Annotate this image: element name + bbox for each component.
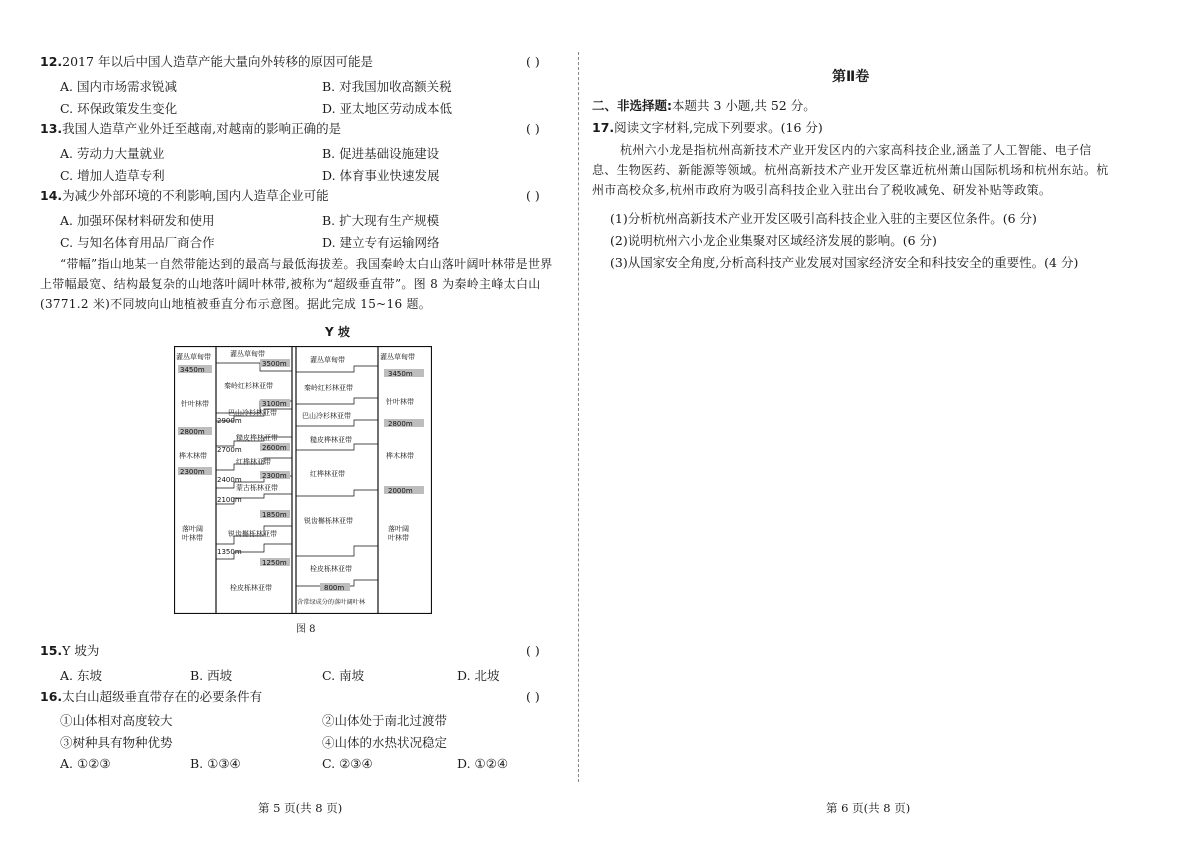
- q17-number: 17.: [592, 120, 615, 135]
- col1-alt-0: 3450m: [180, 366, 205, 374]
- col2-label-2: 巴山冷杉林亚带: [228, 409, 277, 417]
- q12-option-d[interactable]: D. 亚太地区劳动成本低: [322, 101, 453, 116]
- col3-label-3: 糙皮桦林亚带: [310, 436, 352, 444]
- q15-text: Y 坡为: [62, 643, 100, 658]
- col2-label-0: 灌丛草甸带: [230, 350, 265, 358]
- col2-alt-l-2: 2400m: [217, 476, 242, 484]
- diagram-frame: [175, 347, 432, 614]
- q13-stem: [40, 121, 341, 137]
- col3-boundary-6: [296, 546, 378, 556]
- part-description: 本题共 3 小题,共 52 分。: [672, 98, 816, 113]
- col1-label-2: 桦木林带: [179, 452, 207, 460]
- q13-text: 我国人造草产业外迁至越南,对越南的影响正确的是: [62, 121, 342, 136]
- q16-statement-1: ①山体相对高度较大: [60, 713, 173, 728]
- col3-boundary-2: [296, 398, 378, 404]
- q15-number: 15.: [40, 643, 63, 658]
- left-page-footer: 第 5 页(共 8 页): [258, 801, 343, 815]
- col3-alt-0: 800m: [324, 584, 345, 592]
- col1-alt-2: 2300m: [180, 468, 205, 476]
- col3-label-6: 栓皮栎林亚带: [310, 565, 352, 573]
- col2-labels: [217, 349, 290, 592]
- q15-answer-bracket[interactable]: ( ): [526, 643, 540, 658]
- col3-labels: [297, 355, 366, 606]
- col2-label-4: 红桦林亚带: [236, 458, 271, 466]
- col2-label-5: 蒙古栎林亚带: [236, 484, 278, 492]
- col3-label-1: 秦岭红杉林亚带: [304, 384, 353, 392]
- col4-label-4: 叶林带: [388, 534, 409, 542]
- col1-label-1: 针叶林带: [181, 400, 209, 408]
- q17-sub-1: (1)分析杭州高新技术产业开发区吸引高科技企业入驻的主要区位条件。(6 分): [610, 211, 1037, 226]
- col4-label-2: 桦木林带: [386, 452, 414, 460]
- col2-alt-r-4: 1850m: [262, 511, 287, 519]
- q12-text: 2017 年以后中国人造草产能大量向外转移的原因可能是: [62, 54, 373, 69]
- q12-option-c[interactable]: C. 环保政策发生变化: [60, 101, 178, 116]
- q15-option-b[interactable]: B. 西坡: [190, 668, 233, 683]
- col1-label-4: 叶林带: [182, 534, 203, 542]
- q16-statement-4: ④山体的水热状况稳定: [322, 735, 448, 750]
- q13-option-b[interactable]: B. 促进基础设施建设: [322, 146, 440, 161]
- q14-text: 为减少外部环境的不利影响,国内人造草企业可能: [62, 188, 329, 203]
- q16-number: 16.: [40, 689, 63, 704]
- right-page-footer: 第 6 页(共 8 页): [826, 801, 911, 815]
- q14-number: 14.: [40, 188, 63, 203]
- part-heading: 二、非选择题:: [592, 98, 672, 113]
- q16-statement-3: ③树种具有物种优势: [60, 735, 173, 750]
- q16-option-c[interactable]: C. ②③④: [322, 756, 373, 771]
- col4-alt-2: 2000m: [388, 487, 413, 495]
- col2-alt-r-1: 3100m: [262, 400, 287, 408]
- q12-stem: [40, 54, 373, 70]
- q16-text: 太白山超级垂直带存在的必要条件有: [62, 689, 263, 704]
- q17-stem: [592, 120, 823, 136]
- q16-stem: [40, 689, 262, 705]
- q12-answer-bracket[interactable]: ( ): [526, 54, 540, 69]
- q12-option-a[interactable]: A. 国内市场需求锐减: [60, 79, 177, 94]
- q16-answer-bracket[interactable]: ( ): [526, 689, 540, 704]
- figure-title: Y 坡: [325, 325, 350, 339]
- right-page: [590, 0, 1200, 848]
- col2-alt-l-4: 1350m: [217, 548, 242, 556]
- col2-label-3: 糙皮桦林亚带: [236, 434, 278, 442]
- q14-option-b[interactable]: B. 扩大现有生产规模: [322, 213, 440, 228]
- col3-boundary-4: [296, 444, 378, 450]
- left-page: [0, 0, 585, 848]
- col3-label-2: 巴山冷杉林亚带: [302, 412, 351, 420]
- col1-alt-1: 2800m: [180, 428, 205, 436]
- passage-line-1: “带幅”指山地某一自然带能达到的最高与最低海拔差。我国秦岭太白山落叶阔叶林带是世界: [60, 257, 553, 271]
- q16-statement-2: ②山体处于南北过渡带: [322, 713, 448, 728]
- col4-label-3: 落叶阔: [388, 525, 409, 533]
- col2-alt-l-3: 2100m: [217, 496, 242, 504]
- col3-boundary-3: [296, 420, 378, 426]
- q13-option-c[interactable]: C. 增加人造草专利: [60, 168, 165, 183]
- col2-alt-r-3: 2300m: [262, 472, 287, 480]
- q17-material: [592, 140, 1182, 200]
- q12-option-b[interactable]: B. 对我国加收高额关税: [322, 79, 452, 94]
- part-heading-line: [592, 98, 816, 114]
- q15-option-c[interactable]: C. 南坡: [322, 668, 365, 683]
- col4-label-1: 针叶林带: [386, 398, 414, 406]
- q16-option-b[interactable]: B. ①③④: [190, 756, 241, 771]
- q13-option-a[interactable]: A. 劳动力大量就业: [60, 146, 165, 161]
- col3-boundary-1: [296, 366, 378, 372]
- col4-alt-1: 2800m: [388, 420, 413, 428]
- q13-answer-bracket[interactable]: ( ): [526, 121, 540, 136]
- col1-label-0: 灌丛草甸带: [176, 353, 211, 361]
- col4-zones: [380, 352, 424, 542]
- q13-option-d[interactable]: D. 体育事业快速发展: [322, 168, 440, 183]
- q15-stem: [40, 643, 99, 659]
- material-line-3: 州市高校众多,杭州市政府为吸引高科技企业入驻出台了税收减免、研发补贴等政策。: [592, 183, 1052, 197]
- vegetation-zone-diagram: [174, 346, 432, 614]
- figure-caption: 图 8: [296, 624, 316, 635]
- material-line-1: 杭州六小龙是指杭州高新技术产业开发区内的六家高科技企业,涵盖了人工智能、电子信: [620, 143, 1092, 157]
- q14-option-c[interactable]: C. 与知名体育用品厂商合作: [60, 235, 215, 250]
- q16-option-d[interactable]: D. ①②④: [457, 756, 509, 771]
- passage-line-3: (3771.2 米)不同坡向山地植被垂直分布示意图。据此完成 15~16 题。: [40, 297, 432, 311]
- col1-label-3: 落叶阔: [182, 525, 203, 533]
- passage: [40, 254, 560, 314]
- q15-option-a[interactable]: A. 东坡: [60, 668, 102, 683]
- q14-answer-bracket[interactable]: ( ): [526, 188, 540, 203]
- col3-label-7: 含常绿成分的落叶阔叶林: [297, 599, 366, 606]
- col1-zones: [176, 352, 212, 542]
- col2-label-1: 秦岭红杉林亚带: [224, 382, 273, 390]
- material-line-2: 息、生物医药、新能源等领域。杭州高新技术产业开发区靠近杭州萧山国际机场和杭州东站。杭: [592, 163, 1109, 177]
- q17-sub-3: (3)从国家安全角度,分析高科技产业发展对国家经济安全和科技安全的重要性。(4 分): [610, 255, 1079, 270]
- col3-label-4: 红桦林亚带: [310, 470, 345, 478]
- q14-stem: [40, 188, 329, 204]
- q16-option-a[interactable]: A. ①②③: [60, 756, 111, 771]
- q17-text: 阅读文字材料,完成下列要求。(16 分): [614, 120, 823, 135]
- col4-label-0: 灌丛草甸带: [380, 353, 415, 361]
- col2-alt-r-2: 2600m: [262, 444, 287, 452]
- col2-label-6: 锐齿槲栎林亚带: [228, 530, 277, 538]
- q12-number: 12.: [40, 54, 63, 69]
- q17-sub-2: (2)说明杭州六小龙企业集聚对区域经济发展的影响。(6 分): [610, 233, 937, 248]
- section-title: 第Ⅱ卷: [832, 69, 870, 85]
- col2-alt-l-1: 2700m: [217, 446, 242, 454]
- col2-alt-r-0: 3500m: [262, 360, 287, 368]
- q14-option-d[interactable]: D. 建立专有运输网络: [322, 235, 440, 250]
- col3-boundary-5: [296, 490, 378, 496]
- col2-alt-r-5: 1250m: [262, 559, 287, 567]
- q13-number: 13.: [40, 121, 63, 136]
- col4-alt-0: 3450m: [388, 370, 413, 378]
- col2-label-7: 栓皮栎林亚带: [230, 584, 272, 592]
- passage-line-2: 上带幅最宽、结构最复杂的山地落叶阔叶林带,被称为“超级垂直带”。图 8 为秦岭主峰太白山: [40, 277, 541, 291]
- q14-option-a[interactable]: A. 加强环保材料研发和使用: [60, 213, 215, 228]
- q15-option-d[interactable]: D. 北坡: [457, 668, 500, 683]
- col3-label-0: 灌丛草甸带: [310, 356, 345, 364]
- col2-alt-l-0: 2900m: [217, 417, 242, 425]
- col3-label-5: 锐齿槲栎林亚带: [304, 517, 353, 525]
